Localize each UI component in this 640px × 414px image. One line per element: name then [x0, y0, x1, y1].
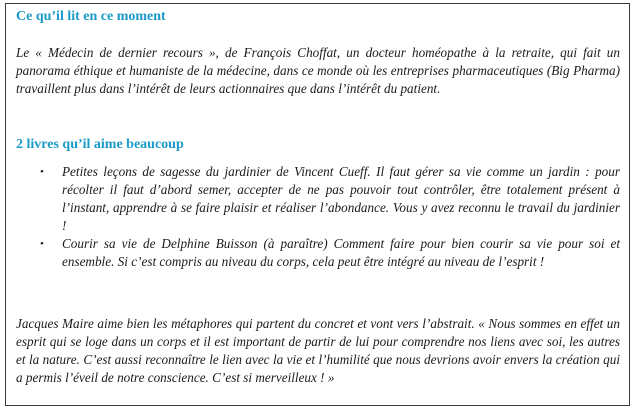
document-box — [5, 3, 630, 406]
section-heading-reading-now: Ce qu’il lit en ce moment — [16, 9, 166, 24]
list-item-book-2 — [6, 235, 620, 271]
book-2-text: Courir sa vie de Delphine Buisson (à paraître) Comment faire pour bien courir sa vie pour soi et ensemble. Si c’est compris au niveau du corps, cela peut être intégré au niveau de l’esprit ! — [62, 236, 620, 269]
bullet-icon: • — [40, 238, 44, 250]
bullet-icon: • — [40, 166, 44, 178]
list-item-book-1 — [6, 163, 620, 235]
book-1-text: Petites leçons de sagesse du jardinier de Vincent Cueff. Il faut gérer sa vie comme un jardin : pour récolter il faut d’abord semer, accepter de ne pas pouvoir tout contrôler, être totalement présent à l’instant, apprendre à se faire plaisir et réaliser l’abondance. Vous y avez reconnu le travail du jardinier ! — [62, 164, 620, 233]
reading-now-paragraph: Le « Médecin de dernier recours », de François Choffat, un docteur homéopathe à la retraite, qui fait un panorama éthique et humaniste de la médecine, dans ce monde où les entreprises pharmaceutiques (Big Pharma) travaillent plus dans l’intérêt de leurs actionnaires que dans l’intérêt du patient. — [16, 45, 620, 96]
section-heading-favorite-books: 2 livres qu’il aime beaucoup — [16, 137, 184, 152]
favorite-books-list — [6, 163, 620, 271]
closing-paragraph: Jacques Maire aime bien les métaphores qui partent du concret et vont vers l’abstrait. « Nous sommes en effet un esprit qui se loge dans un corps et il est important de partir de lui pour comprendre nos liens avec soi, les autres et la nature. C’est aussi reconnaître le lien avec la vie et l’humilité que nous devrions avoir envers la création qui a permis l’éveil de notre conscience. C’est si merveilleux ! » — [16, 316, 620, 385]
